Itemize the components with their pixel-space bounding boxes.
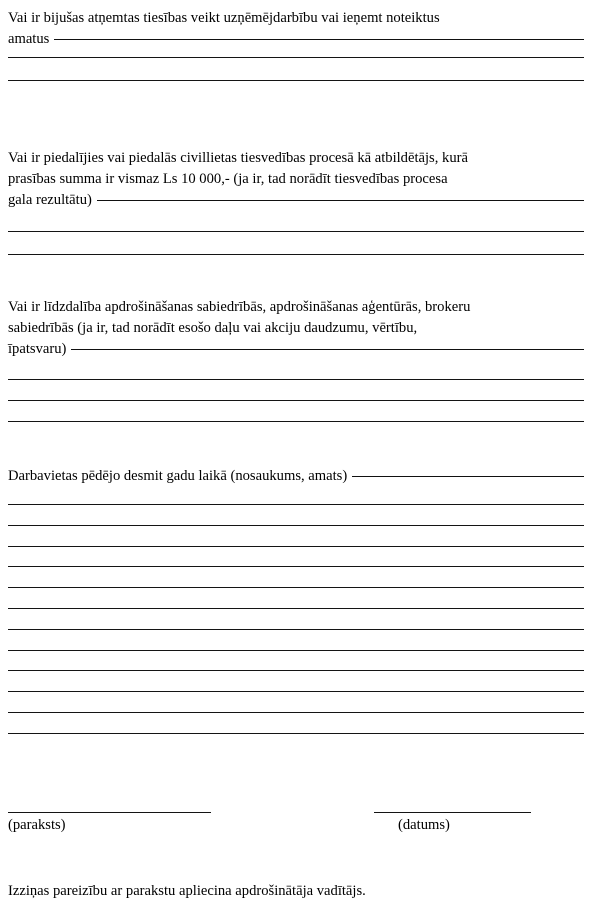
answer-line[interactable] xyxy=(8,670,584,671)
answer-line[interactable] xyxy=(8,231,584,232)
answer-line[interactable] xyxy=(8,504,584,505)
date-slot xyxy=(374,812,531,835)
answer-row-insurance-participation xyxy=(8,339,584,360)
section-insurance-participation xyxy=(8,297,584,361)
answer-row-workplaces xyxy=(8,466,584,487)
answer-lines-civil-litigation xyxy=(8,231,584,255)
answer-fill-rule[interactable] xyxy=(54,39,584,40)
answer-line[interactable] xyxy=(8,629,584,630)
answer-fill-rule[interactable] xyxy=(352,476,584,477)
section-rights-revoked xyxy=(8,8,584,50)
answer-line[interactable] xyxy=(8,691,584,692)
answer-label-insurance-participation: īpatsvaru) xyxy=(8,341,67,358)
answer-line[interactable] xyxy=(8,566,584,567)
answer-line[interactable] xyxy=(8,733,584,734)
date-line[interactable] xyxy=(374,812,531,813)
question-text-line-1: Vai ir bijušas atņemtas tiesības veikt uzņēmējdarbību vai ieņemt noteiktus xyxy=(8,10,440,26)
signature-slot xyxy=(8,812,211,835)
answer-label-rights-revoked: amatus xyxy=(8,31,50,48)
answer-row-civil-litigation xyxy=(8,190,584,211)
answer-line[interactable] xyxy=(8,587,584,588)
answer-line[interactable] xyxy=(8,421,584,422)
answer-line[interactable] xyxy=(8,57,584,58)
answer-line[interactable] xyxy=(8,400,584,401)
section-civil-litigation xyxy=(8,148,584,212)
answer-lines-insurance-participation xyxy=(8,379,584,422)
answer-fill-rule[interactable] xyxy=(71,349,584,350)
answer-fill-rule[interactable] xyxy=(97,200,584,201)
answer-line[interactable] xyxy=(8,80,584,81)
signature-line[interactable] xyxy=(8,812,211,813)
signature-caption: (paraksts) xyxy=(8,817,66,833)
answer-line[interactable] xyxy=(8,525,584,526)
answer-lines-workplaces xyxy=(8,504,584,734)
question-text-line-2: prasības summa ir vismaz Ls 10 000,- (ja ir, tad norādīt tiesvedības procesa xyxy=(8,171,448,188)
answer-line[interactable] xyxy=(8,650,584,651)
answer-line[interactable] xyxy=(8,254,584,255)
answer-line[interactable] xyxy=(8,379,584,380)
answer-lines-rights-revoked xyxy=(8,57,584,81)
answer-row-rights-revoked xyxy=(8,29,584,50)
signature-block xyxy=(0,812,600,862)
question-text-line-1: Vai ir piedalījies vai piedalās civillietas tiesvedības procesā kā atbildētājs, kurā xyxy=(8,150,468,166)
date-caption: (datums) xyxy=(398,817,450,833)
question-text-line-1: Vai ir līdzdalība apdrošināšanas sabiedrībās, apdrošināšanas aģentūrās, brokeru xyxy=(8,299,471,315)
question-text-line-2: sabiedrībās (ja ir, tad norādīt esošo daļu vai akciju daudzumu, vērtību, xyxy=(8,320,418,337)
answer-label-civil-litigation: gala rezultātu) xyxy=(8,192,92,209)
answer-label-workplaces: Darbavietas pēdējo desmit gadu laikā (nosaukums, amats) xyxy=(8,468,348,484)
footnote-text: Izziņas pareizību ar parakstu apliecina apdrošinātāja vadītājs. xyxy=(8,883,366,899)
answer-line[interactable] xyxy=(8,546,584,547)
answer-line[interactable] xyxy=(8,608,584,609)
section-workplaces xyxy=(8,466,584,487)
answer-line[interactable] xyxy=(8,712,584,713)
